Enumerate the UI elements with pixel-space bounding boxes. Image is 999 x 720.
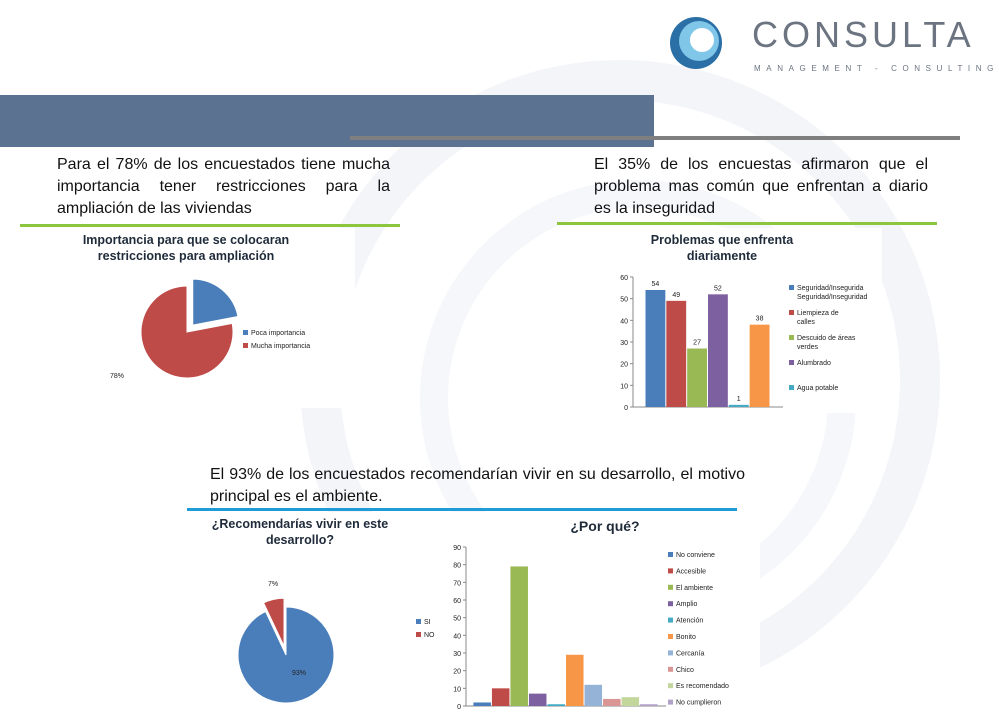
legend-label: Agua potable — [797, 385, 839, 392]
bar — [492, 688, 510, 706]
bar — [603, 699, 621, 706]
legend-label: No cumplieron — [676, 699, 722, 707]
y-tick-label: 20 — [453, 668, 461, 676]
legend-label: Es recomendado — [676, 683, 729, 691]
blue-rule — [187, 508, 737, 511]
bar-data-label: 52 — [714, 285, 722, 293]
y-tick-label: 80 — [453, 562, 461, 570]
legend-label: NO — [424, 632, 435, 639]
green-rule-1 — [20, 224, 400, 227]
summary-importance-text: Para el 78% de los encuestados tiene mucha importancia tener restricciones para la ampliación de las viviendas — [57, 156, 390, 217]
bar — [646, 290, 666, 407]
bar-data-label: 38 — [755, 315, 764, 323]
legend-swatch — [416, 632, 421, 637]
y-tick-label: 50 — [453, 615, 461, 623]
summary-recommend — [210, 464, 745, 508]
chart-reasons-title: ¿Por qué? — [570, 518, 640, 534]
legend-label: Seguridad/Inseguridad — [797, 294, 868, 301]
y-tick-label: 60 — [453, 598, 461, 605]
y-tick-label: 70 — [453, 580, 461, 588]
chart-reasons-plot — [440, 512, 760, 718]
legend-swatch — [789, 360, 794, 365]
legend-swatch — [789, 310, 794, 315]
bar — [473, 702, 491, 706]
green-rule-2 — [557, 222, 937, 225]
legend-swatch — [789, 385, 794, 390]
logo-name: CONSULTA — [752, 14, 975, 55]
bar-data-label: 27 — [693, 339, 701, 347]
legend-swatch — [789, 335, 794, 340]
legend-swatch — [668, 552, 673, 557]
y-tick-label: 40 — [620, 318, 628, 326]
y-tick-label: 0 — [457, 704, 461, 711]
legend-swatch — [668, 700, 673, 705]
legend-swatch — [416, 619, 421, 624]
legend-swatch — [668, 667, 673, 672]
pie-slice — [193, 279, 238, 325]
logo — [668, 10, 999, 80]
chart-reasons — [440, 512, 760, 718]
y-tick-label: 10 — [453, 686, 461, 694]
pie-data-label: 78% — [109, 373, 125, 380]
legend-swatch — [789, 285, 794, 290]
bar — [640, 704, 658, 706]
legend-label: Mucha importancia — [251, 343, 311, 350]
y-tick-label: 40 — [453, 633, 461, 641]
chart-importance-plot — [55, 228, 355, 408]
legend-label: Atención — [676, 617, 704, 625]
legend-swatch — [668, 650, 673, 655]
y-tick-label: 90 — [453, 545, 461, 552]
bar — [566, 655, 584, 706]
title-underline — [350, 136, 960, 140]
chart-recommend-title: ¿Recomendarías vivir en este desarrollo? — [211, 517, 389, 547]
legend-label: Accesible — [676, 568, 706, 576]
y-tick-label: 50 — [620, 296, 628, 304]
summary-problems — [594, 154, 928, 220]
bar-data-label: 54 — [651, 281, 660, 288]
legend-swatch — [243, 330, 248, 335]
y-tick-label: 0 — [624, 405, 628, 412]
bar — [687, 349, 707, 408]
legend-swatch — [243, 343, 248, 348]
legend-label: Poca importancia — [251, 330, 306, 337]
bar-data-label: 49 — [672, 291, 681, 299]
legend-swatch — [668, 618, 673, 623]
bar — [585, 685, 603, 706]
legend-label: Amplio — [676, 601, 698, 609]
bar — [547, 704, 565, 706]
chart-importance-title: Importancia para que se colocaran restricciones para ampliación — [82, 233, 290, 263]
legend-label: Bonito — [676, 634, 696, 641]
bar — [666, 301, 686, 407]
legend-label: No conviene — [676, 552, 715, 559]
summary-recommend-text: El 93% de los encuestados recomendarían vivir en su desarrollo, el motivo principal es el ambiente. — [210, 466, 745, 505]
bar — [529, 694, 547, 706]
summary-importance — [57, 154, 390, 220]
legend-label: Seguridad/Insegurida — [797, 285, 864, 292]
legend-label: El ambiente — [676, 584, 713, 592]
y-tick-label: 30 — [453, 651, 461, 658]
legend-label: Liempieza de — [797, 310, 839, 317]
legend-label: SI — [424, 619, 431, 626]
logo-mark-icon — [668, 10, 728, 76]
pie-data-label: 7% — [267, 581, 279, 588]
chart-problems-title: Problemas que enfrenta diariamente — [650, 233, 794, 263]
y-tick-label: 20 — [620, 361, 628, 369]
chart-importance — [55, 228, 355, 408]
pie-data-label: 93% — [291, 670, 307, 677]
legend-label: Chico — [676, 666, 694, 674]
y-tick-label: 30 — [620, 340, 628, 347]
bar — [510, 566, 528, 706]
bar — [622, 697, 640, 706]
chart-recommend — [190, 512, 440, 718]
summary-problems-text: El 35% de los encuestas afirmaron que el problema mas común que enfrentan a diario es la inseguridad — [594, 156, 928, 217]
legend-swatch — [668, 683, 673, 688]
legend-label: Descuido de áreas — [797, 335, 856, 342]
bar — [729, 405, 749, 407]
y-tick-label: 60 — [620, 275, 628, 282]
legend-swatch — [668, 568, 673, 573]
legend-label: Alumbrado — [797, 360, 831, 367]
legend-swatch — [668, 585, 673, 590]
legend-swatch — [668, 634, 673, 639]
chart-recommend-plot — [190, 512, 440, 718]
chart-problems-plot — [607, 228, 882, 413]
y-tick-label: 10 — [620, 383, 628, 391]
legend-label: Cercanía — [676, 650, 705, 658]
legend-swatch — [668, 601, 673, 606]
logo-tagline: MANAGEMENT - CONSULTING — [754, 64, 999, 73]
chart-problems — [607, 228, 882, 413]
legend-label: verdes — [797, 344, 819, 351]
legend-label: calles — [797, 319, 815, 326]
bar-data-label: 1 — [736, 395, 741, 403]
bar — [708, 294, 728, 407]
bar — [750, 325, 770, 407]
pie-slice — [238, 607, 334, 703]
